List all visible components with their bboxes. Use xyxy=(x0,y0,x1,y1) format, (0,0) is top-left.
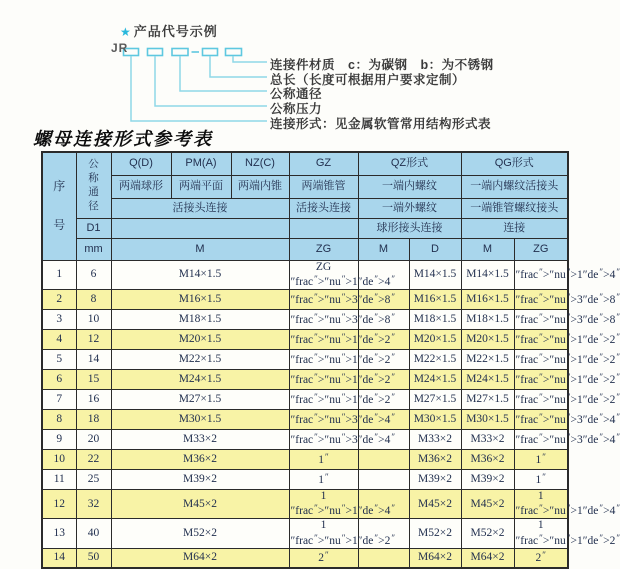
table-row xyxy=(42,389,568,409)
cell-m: M33×2 xyxy=(111,429,289,449)
cell-qg-zg: 1″ xyxy=(514,449,568,469)
cell-gz: 1 ″frac″>″nu″>1″de″>4″ xyxy=(290,489,396,518)
code-box xyxy=(226,49,242,56)
table-body xyxy=(42,260,620,568)
cell-m: M39×2 xyxy=(111,469,289,489)
cell-no: 11 xyxy=(42,469,76,489)
cell-dn: 20 xyxy=(76,429,111,449)
cell-qg-m: M64×2 xyxy=(461,548,514,568)
leader-line xyxy=(180,56,267,91)
reference-table xyxy=(41,151,620,569)
cell-m: M14×1.5 xyxy=(111,260,289,289)
header-q-desc: 两端球形 xyxy=(111,175,171,198)
table-row xyxy=(42,429,568,449)
header-qz-desc-bottom: 一端外螺纹 xyxy=(358,198,461,218)
cell-qz-d: M33×2 xyxy=(409,429,461,449)
table-row xyxy=(42,489,568,518)
code-box xyxy=(172,49,188,56)
leader-line xyxy=(233,56,267,62)
cell-qg-zg: ″frac″>″nu″>1″de″>2″ xyxy=(514,389,568,409)
cell-gz: ″frac″>″nu″>3″de″>8″ xyxy=(289,309,358,329)
header-nz-desc: 两端内锥 xyxy=(231,175,289,198)
cell-m: M18×1.5 xyxy=(111,309,289,329)
code-label-diameter: 公称通径 xyxy=(270,87,323,101)
code-label-pressure: 公称压力 xyxy=(270,102,323,116)
cell-m: M30×1.5 xyxy=(111,409,289,429)
cell-gz: ″frac″>″nu″>3″de″>4″ xyxy=(289,429,358,449)
cell-dn: 10 xyxy=(76,309,111,329)
diagram-heading xyxy=(120,21,218,40)
cell-qg-m: M39×2 xyxy=(461,469,514,489)
table-row xyxy=(42,349,568,369)
cell-gz: ″frac″>″nu″>1″de″>2″ xyxy=(289,369,358,389)
table-row xyxy=(42,548,568,568)
cell-qg-zg: ″frac″>″nu″>3″de″>4″ xyxy=(514,409,568,429)
header-empty-gz xyxy=(289,218,358,238)
cell-qg-m: M36×2 xyxy=(461,449,514,469)
star-icon: ★ xyxy=(120,25,132,39)
cell-qg-zg: ″frac″>″nu″>3″de″>4″ xyxy=(514,429,568,449)
header-qz-conn: 球形接头连接 xyxy=(358,218,461,238)
cell-gz: ″frac″>″nu″>1″de″>2″ xyxy=(289,329,358,349)
cell-qz-d: M22×1.5 xyxy=(409,349,461,369)
code-label-material: 连接件材质 c：为碳钢 b：为不锈钢 xyxy=(270,58,494,72)
header-empty-left xyxy=(111,218,289,238)
cell-qg-m: M20×1.5 xyxy=(461,329,514,349)
header-unit-d-qz: D xyxy=(409,238,461,260)
cell-dn: 32 xyxy=(76,489,111,518)
cell-dn: 25 xyxy=(76,469,111,489)
header-pm-desc: 两端平面 xyxy=(171,175,231,198)
code-prefix: JR xyxy=(111,41,129,55)
table-row xyxy=(42,469,568,489)
cell-dn: 50 xyxy=(76,548,111,568)
cell-gz: ″frac″>″nu″>1″de″>2″ xyxy=(289,349,358,369)
cell-qg-m: M30×1.5 xyxy=(461,409,514,429)
code-box-group xyxy=(124,49,242,56)
cell-no: 12 xyxy=(42,489,76,518)
cell-dn: 6 xyxy=(76,260,111,289)
cell-qg-m: M33×2 xyxy=(461,429,514,449)
cell-qz-d: M36×2 xyxy=(409,449,461,469)
cell-qz-d: M30×1.5 xyxy=(409,409,461,429)
cell-qg-m: M18×1.5 xyxy=(461,309,514,329)
cell-no: 8 xyxy=(42,409,76,429)
code-box xyxy=(203,49,218,56)
cell-qz-d: M24×1.5 xyxy=(409,369,461,389)
header-pm-code: PM(A) xyxy=(171,152,231,175)
cell-dn: 8 xyxy=(76,289,111,309)
code-label-connection: 连接形式：见金属软管常用结构形式表 xyxy=(270,117,492,131)
cell-qz-d: M16×1.5 xyxy=(409,289,461,309)
table-title: 螺母连接形式参考表 xyxy=(33,129,213,149)
cell-qz-m xyxy=(358,548,409,568)
leader-line xyxy=(210,56,267,77)
leader-line xyxy=(131,56,267,121)
header-unit-m-qg: M xyxy=(461,238,514,260)
cell-m: M36×2 xyxy=(111,449,289,469)
header-seq: 序 号 xyxy=(42,152,76,260)
table-row xyxy=(42,329,568,349)
cell-qz-m xyxy=(358,469,409,489)
header-unit-zg-qg: ZG xyxy=(514,238,568,260)
cell-qg-m: M22×1.5 xyxy=(461,349,514,369)
table-row xyxy=(42,369,568,389)
cell-m: M64×2 xyxy=(111,548,289,568)
cell-qg-zg: 1 ″frac″>″nu″>1″de″>4″ xyxy=(515,489,620,518)
cell-qz-d: M52×2 xyxy=(409,519,461,548)
cell-gz: 1″ xyxy=(289,469,358,489)
header-unit-m-qz: M xyxy=(358,238,409,260)
header-q-code: Q(D) xyxy=(111,152,171,175)
cell-qg-zg: ″frac″>″nu″>1″de″>2″ xyxy=(514,349,568,369)
table-row xyxy=(42,260,568,289)
cell-gz: ″frac″>″nu″>3″de″>8″ xyxy=(289,289,358,309)
header-unit-zg-gz: ZG xyxy=(289,238,358,260)
cell-dn: 16 xyxy=(76,389,111,409)
table-row xyxy=(42,409,568,429)
cell-qg-m: M14×1.5 xyxy=(461,260,514,289)
table-row xyxy=(42,309,568,329)
cell-qg-zg: ″frac″>″nu″>3″de″>8″ xyxy=(514,289,568,309)
code-label-length: 总长（长度可根据用户要求定制） xyxy=(270,73,466,87)
cell-gz: 1″ xyxy=(289,449,358,469)
header-d1: D1 xyxy=(76,218,111,238)
header-qg-conn: 连接 xyxy=(461,218,568,238)
cell-m: M16×1.5 xyxy=(111,289,289,309)
cell-qz-d: M20×1.5 xyxy=(409,329,461,349)
cell-qz-d: M45×2 xyxy=(409,489,461,518)
cell-qz-d: M18×1.5 xyxy=(409,309,461,329)
cell-qg-m: M45×2 xyxy=(461,489,514,518)
cell-gz: ″frac″>″nu″>1″de″>2″ xyxy=(289,389,358,409)
cell-no: 3 xyxy=(42,309,76,329)
cell-qg-m: M27×1.5 xyxy=(461,389,514,409)
cell-no: 6 xyxy=(42,369,76,389)
cell-m: M24×1.5 xyxy=(111,369,289,389)
header-unit-m-main: M xyxy=(111,238,289,260)
header-union-conn: 活接头连接 xyxy=(111,198,289,218)
cell-no: 7 xyxy=(42,389,76,409)
header-qz-desc-top: 一端内螺纹 xyxy=(358,175,461,198)
cell-m: M27×1.5 xyxy=(111,389,289,409)
header-qz-code: QZ形式 xyxy=(358,152,461,175)
cell-m: M52×2 xyxy=(111,519,289,548)
header-gz-code: GZ xyxy=(289,152,358,175)
header-gz-conn: 活接头连接 xyxy=(289,198,358,218)
cell-qg-zg: 1 ″frac″>″nu″>1″de″>2″ xyxy=(515,519,620,547)
cell-m: M45×2 xyxy=(111,489,289,518)
cell-no: 13 xyxy=(42,519,76,548)
diagram-heading-text: 产品代号示例 xyxy=(133,24,218,39)
leader-line xyxy=(155,56,267,106)
cell-dn: 22 xyxy=(76,449,111,469)
cell-qg-zg: ″frac″>″nu″>3″de″>8″ xyxy=(514,309,568,329)
cell-dn: 18 xyxy=(76,409,111,429)
cell-gz: ZG ″frac″>″nu″>1″de″>4″ xyxy=(290,260,396,288)
cell-dn: 15 xyxy=(76,369,111,389)
header-dn: 公 称 通 径 xyxy=(76,152,111,218)
header-nz-code: NZ(C) xyxy=(231,152,289,175)
cell-m: M22×1.5 xyxy=(111,349,289,369)
header-gz-desc: 两端锥管 xyxy=(289,175,358,198)
table-row xyxy=(42,449,568,469)
header-qg-desc-top: 一端内螺纹活接头 xyxy=(461,175,568,198)
cell-no: 5 xyxy=(42,349,76,369)
cell-qz-d: M64×2 xyxy=(409,548,461,568)
cell-m: M20×1.5 xyxy=(111,329,289,349)
header-qg-desc-bottom: 一端锥管螺纹接头 xyxy=(461,198,568,218)
leader-line-group xyxy=(131,56,267,121)
cell-no: 4 xyxy=(42,329,76,349)
cell-dn: 14 xyxy=(76,349,111,369)
table-row xyxy=(42,289,568,309)
cell-qg-zg: 1″ xyxy=(514,469,568,489)
cell-no: 9 xyxy=(42,429,76,449)
cell-qg-zg: 2″ xyxy=(514,548,568,568)
cell-qg-zg: ″frac″>″nu″>1″de″>2″ xyxy=(514,369,568,389)
cell-qg-m: M24×1.5 xyxy=(461,369,514,389)
cell-qg-zg: ″frac″>″nu″>1″de″>4″ xyxy=(514,260,568,289)
header-mm: mm xyxy=(76,238,111,260)
cell-gz: 2″ xyxy=(289,548,358,568)
table-row xyxy=(42,519,568,548)
code-box xyxy=(148,49,163,56)
cell-qg-m: M52×2 xyxy=(461,519,514,548)
header-qg-code: QG形式 xyxy=(461,152,568,175)
cell-qz-d: M39×2 xyxy=(409,469,461,489)
cell-no: 1 xyxy=(42,260,76,289)
cell-no: 10 xyxy=(42,449,76,469)
cell-dn: 40 xyxy=(76,519,111,548)
cell-qg-zg: ″frac″>″nu″>1″de″>2″ xyxy=(514,329,568,349)
cell-qg-m: M16×1.5 xyxy=(461,289,514,309)
cell-qz-d: M14×1.5 xyxy=(409,260,461,289)
cell-dn: 12 xyxy=(76,329,111,349)
cell-gz: ″frac″>″nu″>3″de″>4″ xyxy=(289,409,358,429)
cell-no: 14 xyxy=(42,548,76,568)
cell-qz-m xyxy=(358,449,409,469)
cell-no: 2 xyxy=(42,289,76,309)
cell-qz-d: M27×1.5 xyxy=(409,389,461,409)
cell-gz: 1 ″frac″>″nu″>1″de″>2″ xyxy=(290,519,396,547)
